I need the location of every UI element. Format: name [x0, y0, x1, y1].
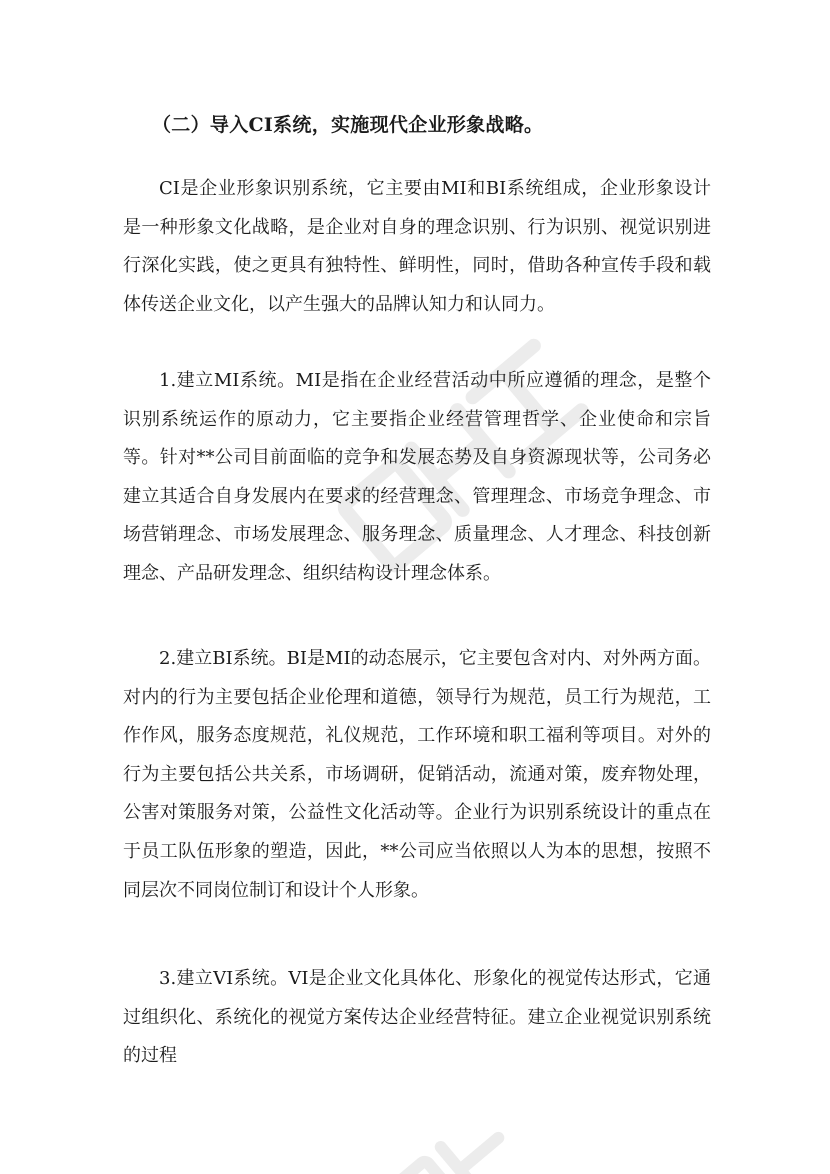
paragraph-mi-system: 1.建立MI系统。MI是指在企业经营活动中所应遵循的理念，是整个识别系统运作的原动力，它主要指企业经营管理哲学、企业使命和宗旨等。针对**公司目前面临的竞争和发展态势及自身资源现状等，公司务必建立其适合自身发展内在要求的经营理念、管理理念、市场竞争理念、市场营销理念、市场发展理念、服务理念、质量理念、人才理念、科技创新理念、产品研发理念、组织结构设计理念体系。 — [123, 370, 711, 584]
paragraph-vi-system: 3.建立VI系统。VI是企业文化具体化、形象化的视觉传达形式，它通过组织化、系统化的视觉方案传达企业经营特征。建立企业视觉识别系统的过程 — [123, 968, 711, 1067]
watermark-partial-icon — [360, 1090, 560, 1174]
paragraph-ci-intro: CI是企业形象识别系统，它主要由MI和BI系统组成，企业形象设计是一种形象文化战略，是企业对自身的理念识别、行为识别、视觉识别进行深化实践，使之更具有独特性、鲜明性，同时，借助各种宣传手段和载体传送企业文化，以产生强大的品牌认知力和认同力。 — [123, 178, 711, 315]
paragraph-bi-system: 2.建立BI系统。BI是MI的动态展示，它主要包含对内、对外两方面。对内的行为主要包括企业伦理和道德，领导行为规范，员工行为规范，工作作风，服务态度规范，礼仪规范，工作环境和职工福利等项目。对外的行为主要包括公共关系，市场调研，促销活动，流通对策，废弃物处理，公害对策服务对策，公益性文化活动等。企业行为识别系统设计的重点在于员工队伍形象的塑造，因此，**公司应当依照以人为本的思想，按照不同层次不同岗位制订和设计个人形象。 — [123, 648, 711, 901]
section-heading: （二）导入CI系统，实施现代企业形象战略。 — [152, 114, 544, 136]
